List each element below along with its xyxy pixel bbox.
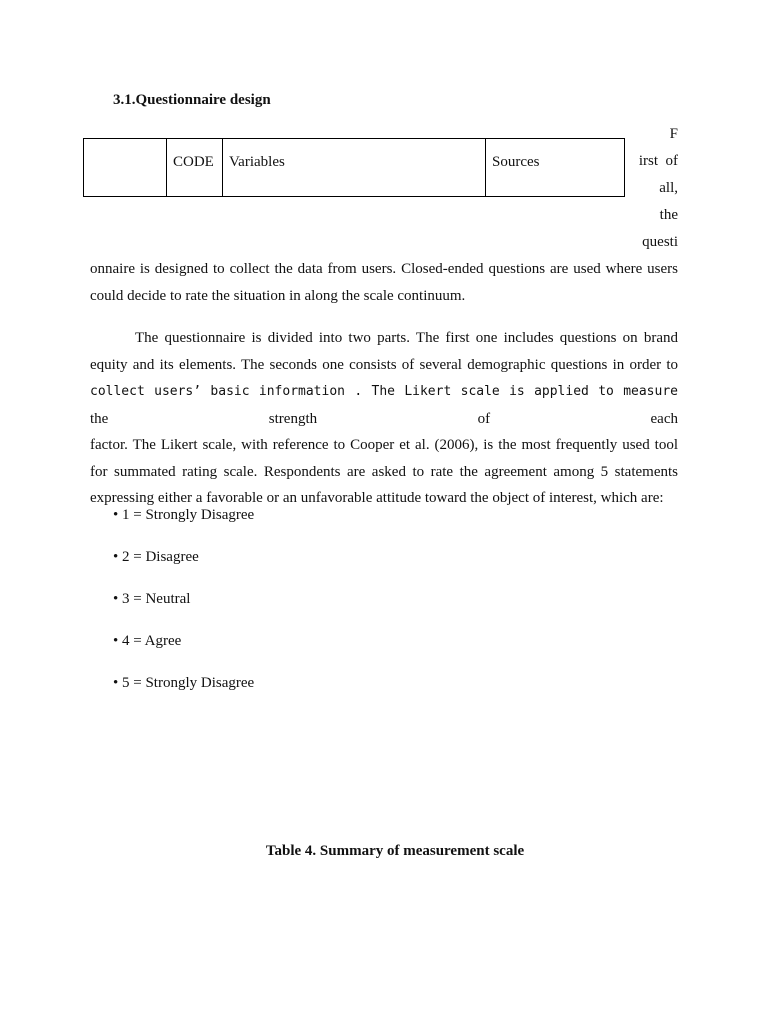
- paragraph-line: expressing either a favorable or an unfavorable attitude toward the object of interest, which are:: [90, 490, 664, 506]
- paragraph-line: onnaire is designed to collect the data from users. Closed-ended questions are used where users: [90, 261, 678, 277]
- margin-word: irst of: [638, 153, 678, 169]
- table-cell-blank: [84, 139, 167, 197]
- table-cell-variables: Variables: [223, 139, 486, 197]
- paragraph-intro: [90, 256, 678, 309]
- paragraph-line: factor. The Likert scale, with reference to Cooper et al. (2006), is the most frequently used tool: [90, 437, 678, 453]
- list-item: • 2 = Disagree: [113, 549, 199, 565]
- margin-word: questi: [642, 234, 678, 250]
- paragraph-line-mixed: [90, 378, 678, 432]
- table-header-row: [84, 139, 625, 197]
- table-cell-code: CODE: [167, 139, 223, 197]
- list-item: • 1 = Strongly Disagree: [113, 507, 255, 523]
- list-item: • 5 = Strongly Disagree: [113, 675, 255, 691]
- margin-word: all,: [659, 180, 678, 196]
- likert-scale-list: [113, 505, 254, 715]
- list-item: • 3 = Neutral: [113, 591, 191, 607]
- mono-text: collect users’ basic information . The Likert scale is applied to measure: [90, 384, 678, 399]
- paragraph-body: [90, 325, 678, 512]
- table-cell-sources: Sources: [486, 139, 625, 197]
- table-caption: Table 4. Summary of measurement scale: [265, 843, 525, 859]
- paragraph-line: The questionnaire is divided into two parts. The first one includes questions on brand: [135, 330, 678, 346]
- section-heading: 3.1.Questionnaire design: [113, 92, 271, 108]
- paragraph-line: equity and its elements. The seconds one consists of several demographic questions in order to: [90, 356, 678, 373]
- margin-word: F: [669, 126, 678, 142]
- paragraph-line: could decide to rate the situation in along the scale continuum.: [90, 287, 466, 304]
- paragraph-line: for summated rating scale. Respondents are asked to rate the agreement among 5 statements: [90, 463, 678, 480]
- paragraph-text: the strength of each: [90, 410, 678, 427]
- list-item: • 4 = Agree: [113, 633, 182, 649]
- margin-word: the: [659, 207, 678, 223]
- measurement-table: [83, 138, 625, 197]
